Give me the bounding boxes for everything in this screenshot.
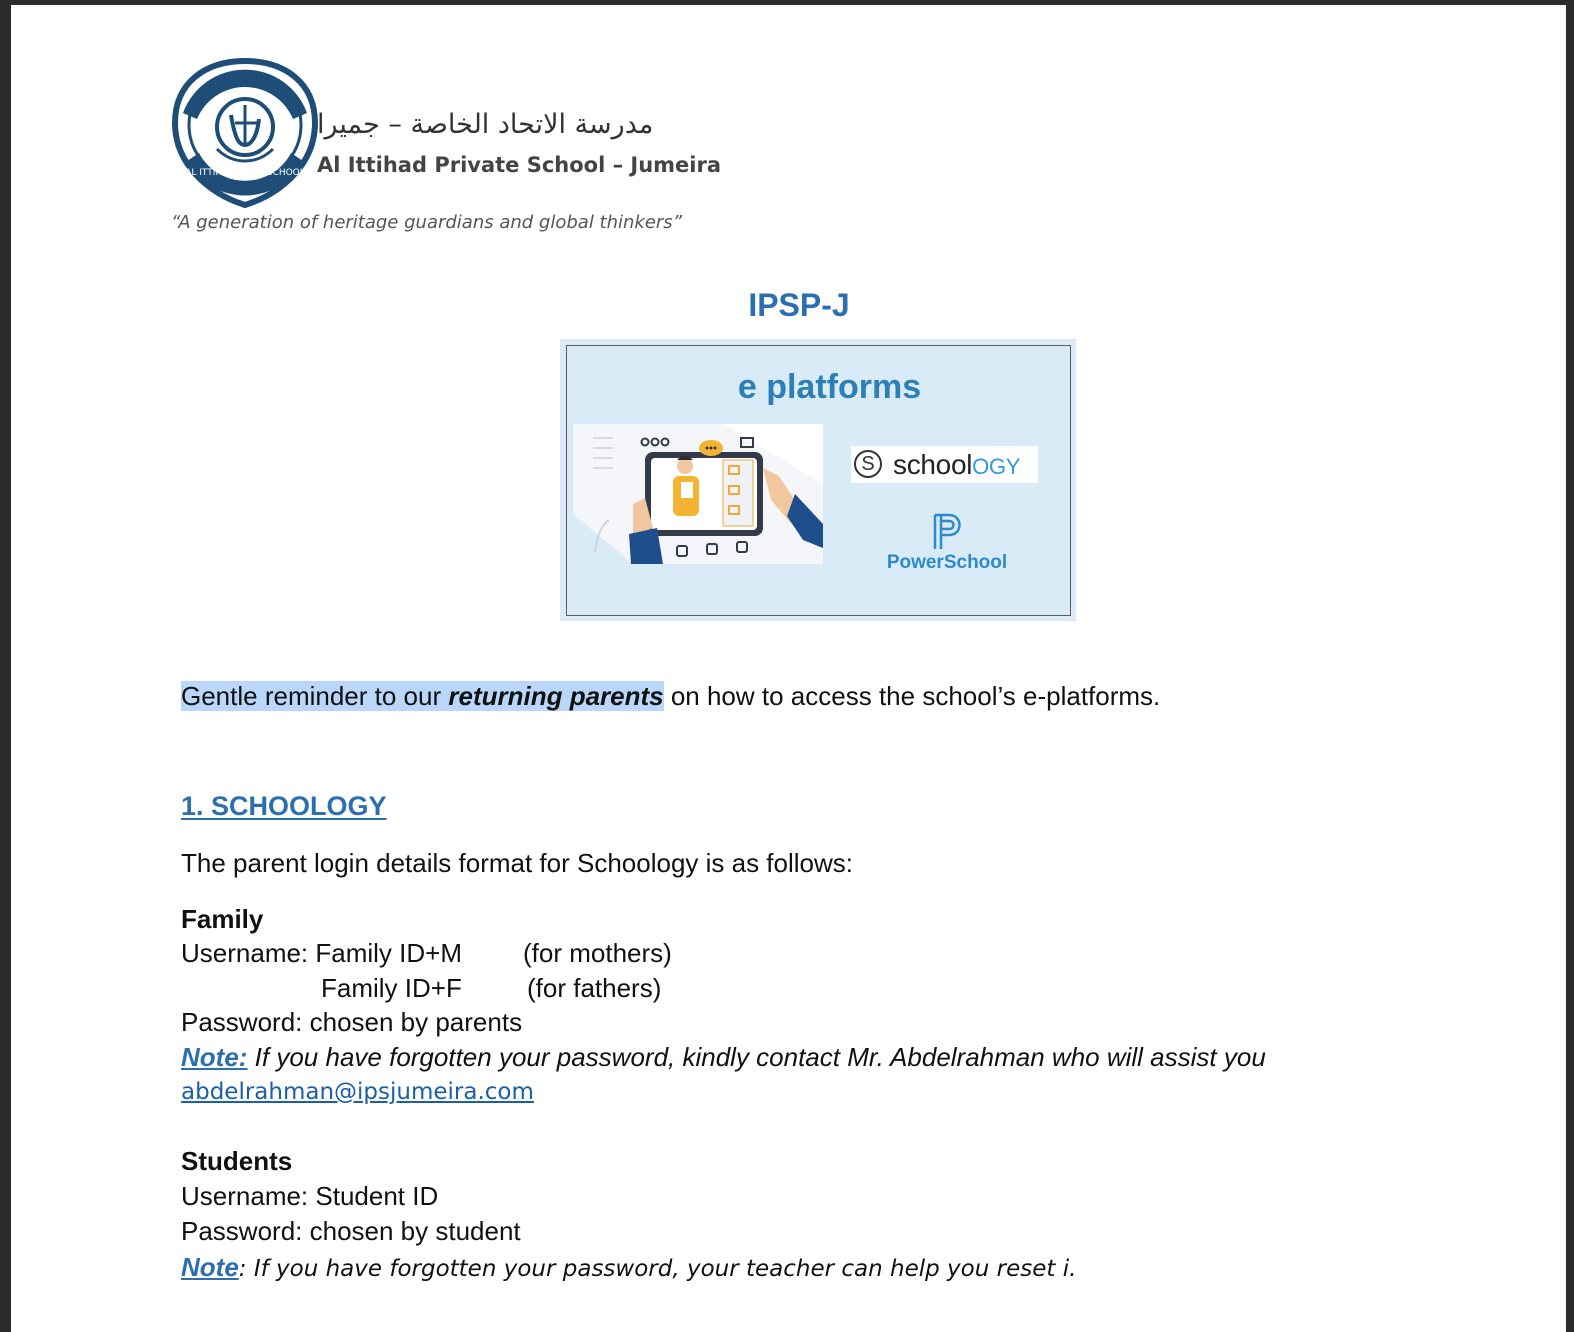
schoology-s-icon: S xyxy=(854,450,882,478)
students-note-label: Note xyxy=(181,1252,239,1282)
banner-title: e platforms xyxy=(737,368,922,406)
support-email-link[interactable]: abdelrahman@ipsjumeira.com xyxy=(181,1079,534,1105)
students-heading: Students xyxy=(181,1146,293,1176)
schoology-intro: The parent login details format for Schoology is as follows: xyxy=(181,848,854,878)
school-name-english: Al Ittihad Private School – Jumeira xyxy=(317,153,722,177)
document-title: IPSP-J xyxy=(748,287,850,323)
students-username: Username: Student ID xyxy=(181,1181,439,1211)
schoology-wordmark-suffix: OGY xyxy=(972,454,1021,479)
online-learning-illustration xyxy=(573,424,823,564)
eplatforms-banner xyxy=(566,345,1071,616)
students-note xyxy=(181,1252,1076,1283)
powerschool-label: PowerSchool xyxy=(886,552,1008,573)
family-username-note-fathers: (for fathers) xyxy=(527,973,662,1003)
students-note-text: : If you have forgotten your password, your teacher can help you reset i. xyxy=(238,1256,1077,1282)
document-page xyxy=(11,5,1566,1332)
school-seal-logo xyxy=(165,53,325,213)
family-username-note-mothers: (for mothers) xyxy=(523,938,672,968)
school-tagline: “A generation of heritage guardians and global thinkers” xyxy=(171,212,683,233)
seal-text-en: AL ITTIHAD (PVT.) SCHOOL xyxy=(185,168,305,178)
reminder-rest: on how to access the school’s e-platforms. xyxy=(663,681,1161,711)
reminder-paragraph xyxy=(181,681,1160,712)
powerschool-p-icon xyxy=(931,513,965,551)
family-note xyxy=(181,1042,1266,1073)
family-username-alt: Family ID+F xyxy=(321,973,462,1003)
schoology-logo xyxy=(851,446,1038,483)
schoology-wordmark-prefix: school xyxy=(893,449,973,480)
family-heading: Family xyxy=(181,904,264,934)
reminder-lead: Gentle reminder to our xyxy=(181,681,449,711)
family-password: Password: chosen by parents xyxy=(181,1007,523,1037)
family-note-colon: : xyxy=(238,1042,248,1072)
section-heading-schoology: 1. SCHOOLOGY xyxy=(181,791,387,821)
family-username: Username: Family ID+M xyxy=(181,938,462,968)
students-password: Password: chosen by student xyxy=(181,1216,521,1246)
family-note-label: Note xyxy=(181,1042,239,1072)
reminder-emphasis: returning parents xyxy=(448,681,664,711)
reminder-highlight xyxy=(181,681,664,711)
family-note-text: If you have forgotten your password, kindly contact Mr. Abdelrahman who will assist you xyxy=(247,1042,1266,1072)
school-name-arabic: مدرسة الاتحاد الخاصة – جميرا xyxy=(317,109,654,140)
schoology-wordmark xyxy=(893,449,1020,481)
